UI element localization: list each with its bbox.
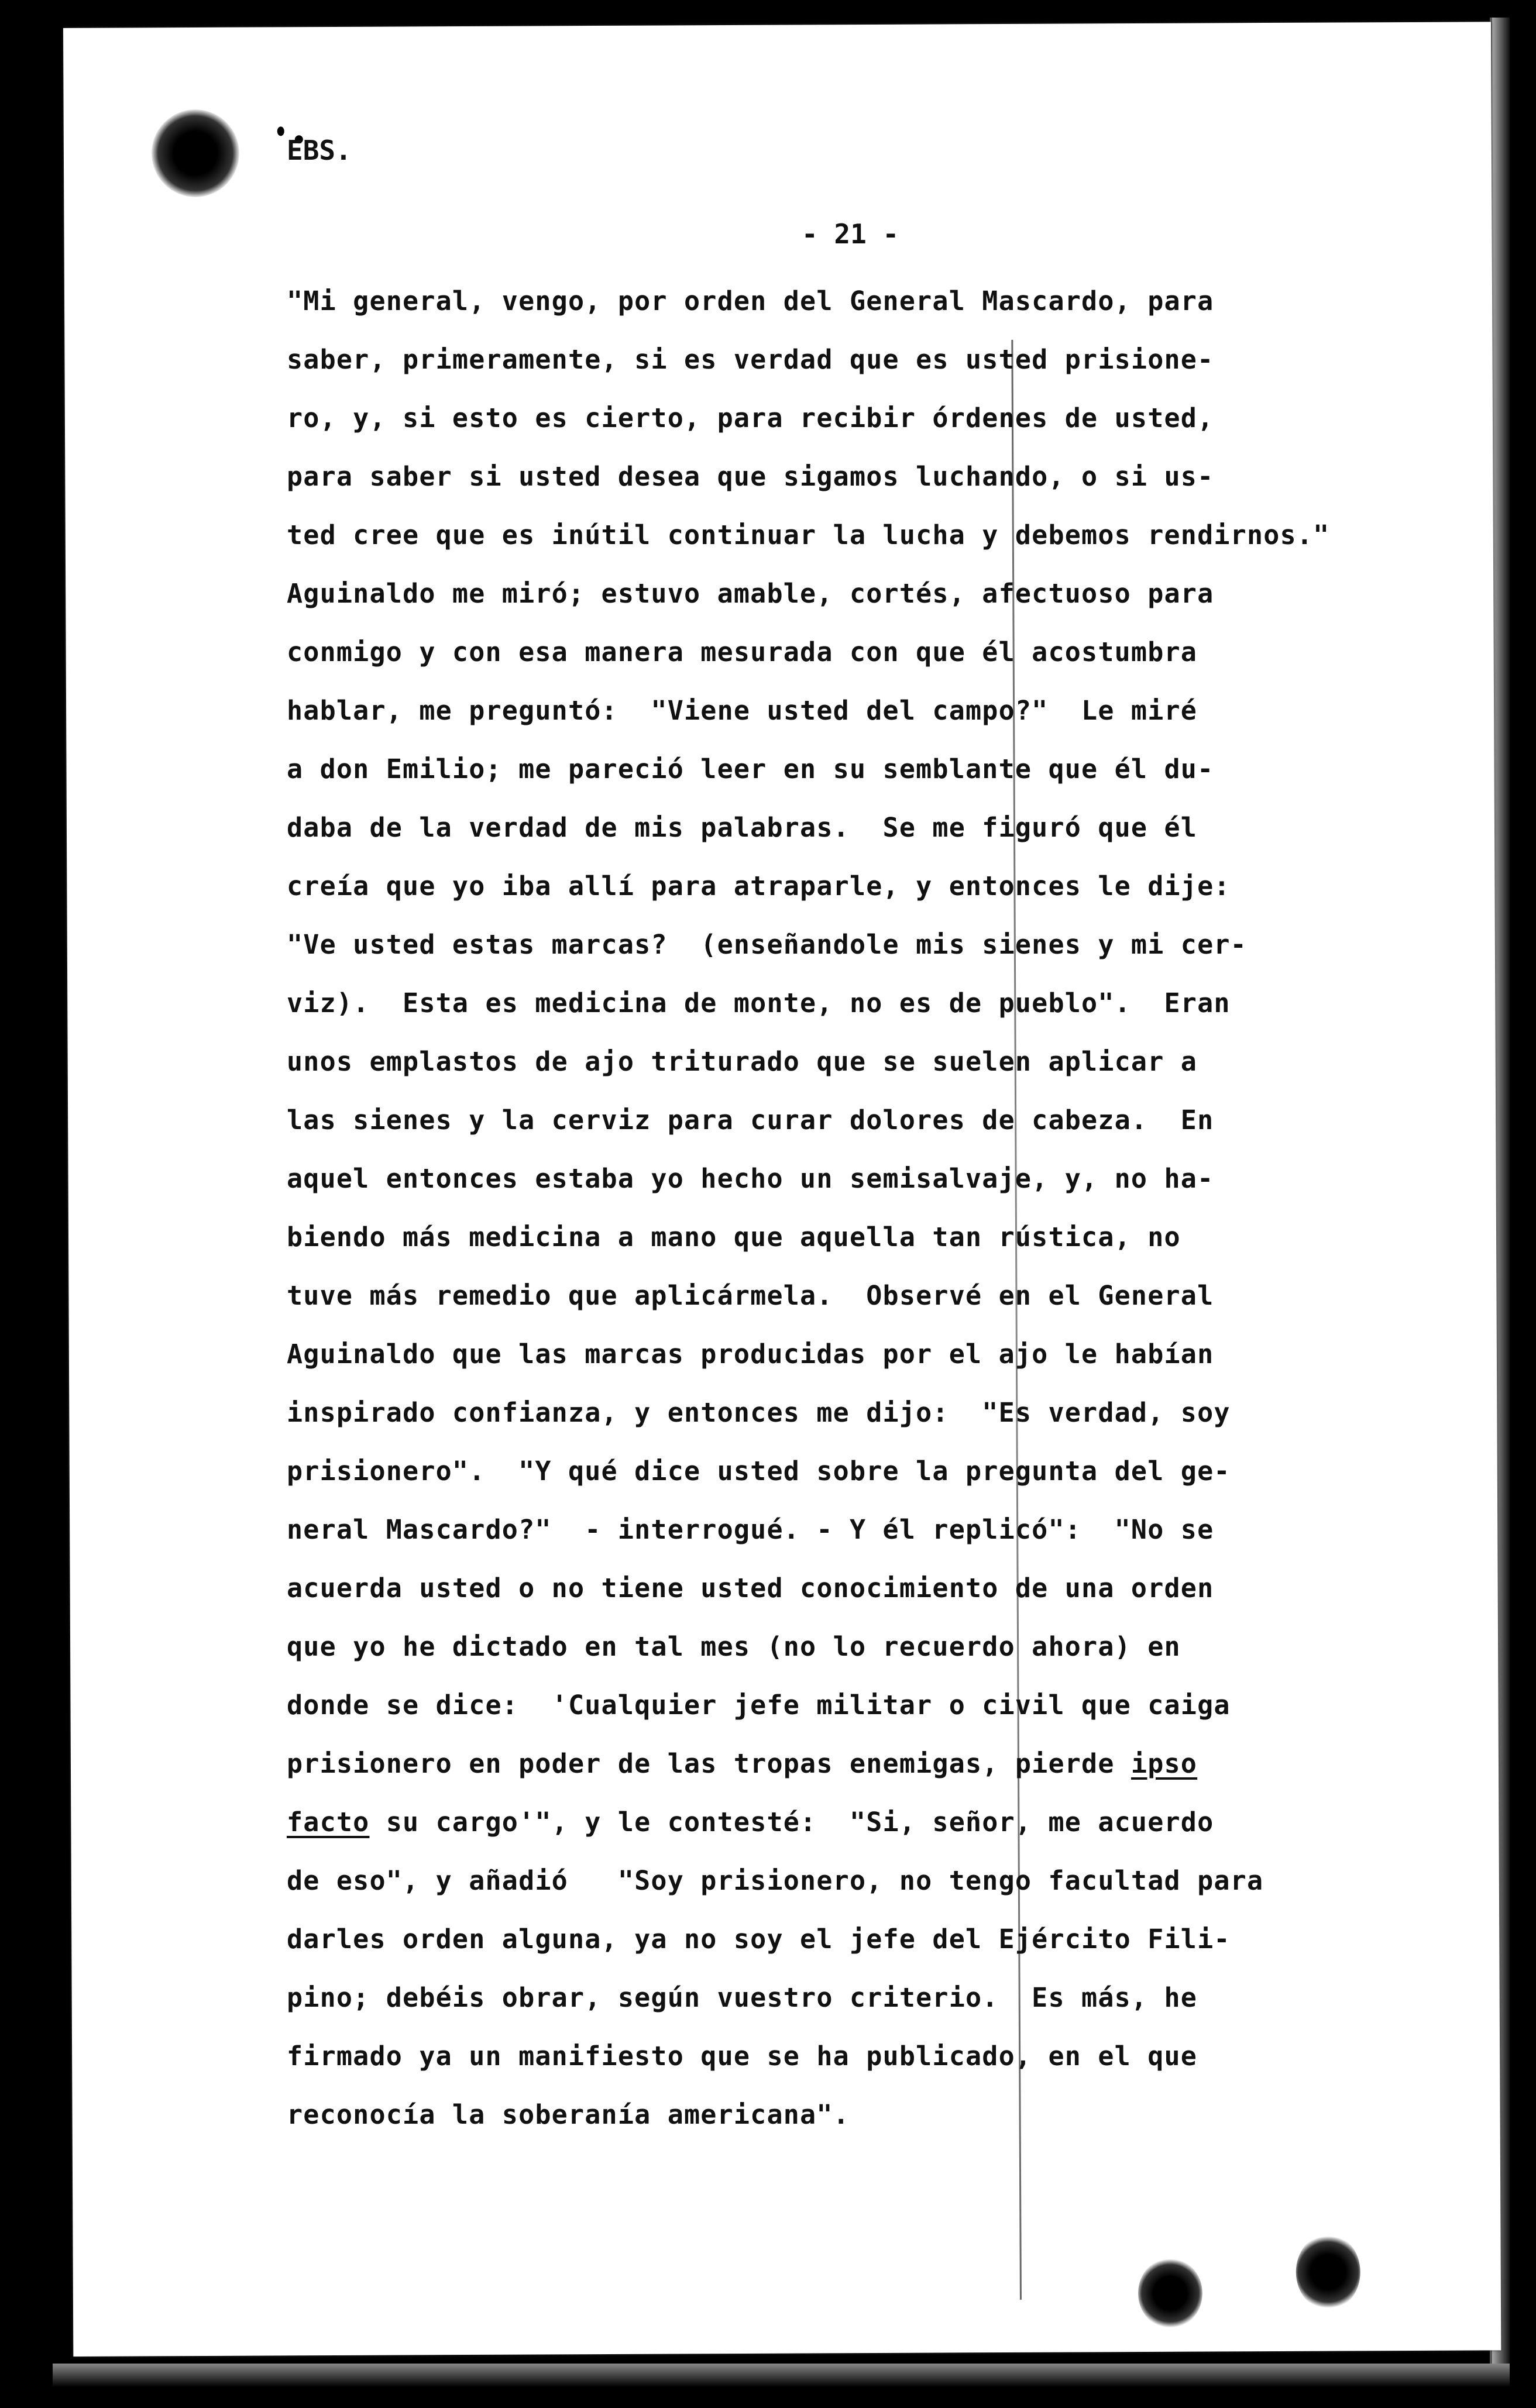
text-line: a don Emilio; me pareció leer en su semblante que él du-: [287, 754, 1214, 785]
text-line: de eso", y añadió "Soy prisionero, no tengo facultad para: [287, 1865, 1264, 1896]
text-line: hablar, me preguntó: "Viene usted del campo?" Le miré: [287, 695, 1198, 726]
text-line: acuerda usted o no tiene usted conocimiento de una orden: [287, 1573, 1214, 1604]
ink-speck: [277, 126, 284, 136]
text-line: creía que yo iba allí para atraparle, y entonces le dije:: [287, 871, 1231, 902]
text-line: "Mi general, vengo, por orden del General Mascardo, para: [287, 285, 1214, 317]
text-line: Aguinaldo me miró; estuvo amable, cortés, afectuoso para: [287, 578, 1214, 609]
underlined-word: facto: [287, 1807, 370, 1838]
text-line-body: [369, 1807, 386, 1838]
ink-blot-top-left: [152, 109, 240, 198]
text-line: neral Mascardo?" - interrogué. - Y él replicó": "No se: [287, 1514, 1214, 1545]
ink-blot-bottom-right: [1296, 2234, 1360, 2310]
ink-blot-bottom-left: [1138, 2258, 1203, 2328]
text-line: aquel entonces estaba yo hecho un semisalvaje, y, no ha-: [287, 1163, 1214, 1194]
page-number: - 21 -: [802, 218, 899, 250]
text-line: "Ve usted estas marcas? (enseñandole mis sienes y mi cer-: [287, 929, 1247, 960]
text-line-body: su cargo'", y le contesté: "Si, señor, me acuerdo: [386, 1807, 1214, 1838]
text-line: biendo más medicina a mano que aquella tan rústica, no: [287, 1222, 1181, 1253]
underlined-word: ipso: [1130, 1748, 1198, 1779]
text-line: para saber si usted desea que sigamos luchando, o si us-: [287, 461, 1214, 492]
text-line: prisionero". "Y qué dice usted sobre la pregunta del ge-: [287, 1456, 1231, 1487]
text-line: donde se dice: 'Cualquier jefe militar o civil que caiga: [287, 1690, 1231, 1721]
text-line: que yo he dictado en tal mes (no lo recuerdo ahora) en: [287, 1631, 1181, 1662]
text-line: reconocía la soberanía americana".: [287, 2099, 850, 2130]
text-line: pino; debéis obrar, según vuestro criterio. Es más, he: [287, 1982, 1198, 2013]
page-edge-bottom: [53, 2364, 1510, 2387]
body-text: [287, 272, 1457, 2144]
text-line: conmigo y con esa manera mesurada con que él acostumbra: [287, 637, 1198, 668]
text-line: [287, 1735, 1457, 1793]
text-line: firmado ya un manifiesto que se ha publicado, en el que: [287, 2041, 1198, 2072]
text-line: saber, primeramente, si es verdad que es usted prisione-: [287, 344, 1214, 375]
text-line-body: prisionero en poder de las tropas enemigas, pierde: [287, 1748, 1131, 1779]
text-line: las sienes y la cerviz para curar dolores de cabeza. En: [287, 1105, 1214, 1136]
text-line: inspirado confianza, y entonces me dijo: "Es verdad, soy: [287, 1397, 1231, 1428]
text-line: darles orden alguna, ya no soy el jefe del Ejército Fili-: [287, 1924, 1231, 1955]
text-line: viz). Esta es medicina de monte, no es de pueblo". Eran: [287, 988, 1231, 1019]
text-line: ted cree que es inútil continuar la lucha y debemos rendirnos.": [287, 520, 1330, 551]
text-line: tuve más remedio que aplicármela. Observé en el General: [287, 1280, 1214, 1311]
text-line: unos emplastos de ajo triturado que se suelen aplicar a: [287, 1046, 1198, 1077]
text-line: Aguinaldo que las marcas producidas por el ajo le habían: [287, 1339, 1214, 1370]
text-line: daba de la verdad de mis palabras. Se me figuró que él: [287, 812, 1198, 843]
text-line: [287, 1793, 1457, 1852]
document-header: EBS.: [287, 135, 352, 166]
text-line: ro, y, si esto es cierto, para recibir órdenes de usted,: [287, 403, 1214, 434]
